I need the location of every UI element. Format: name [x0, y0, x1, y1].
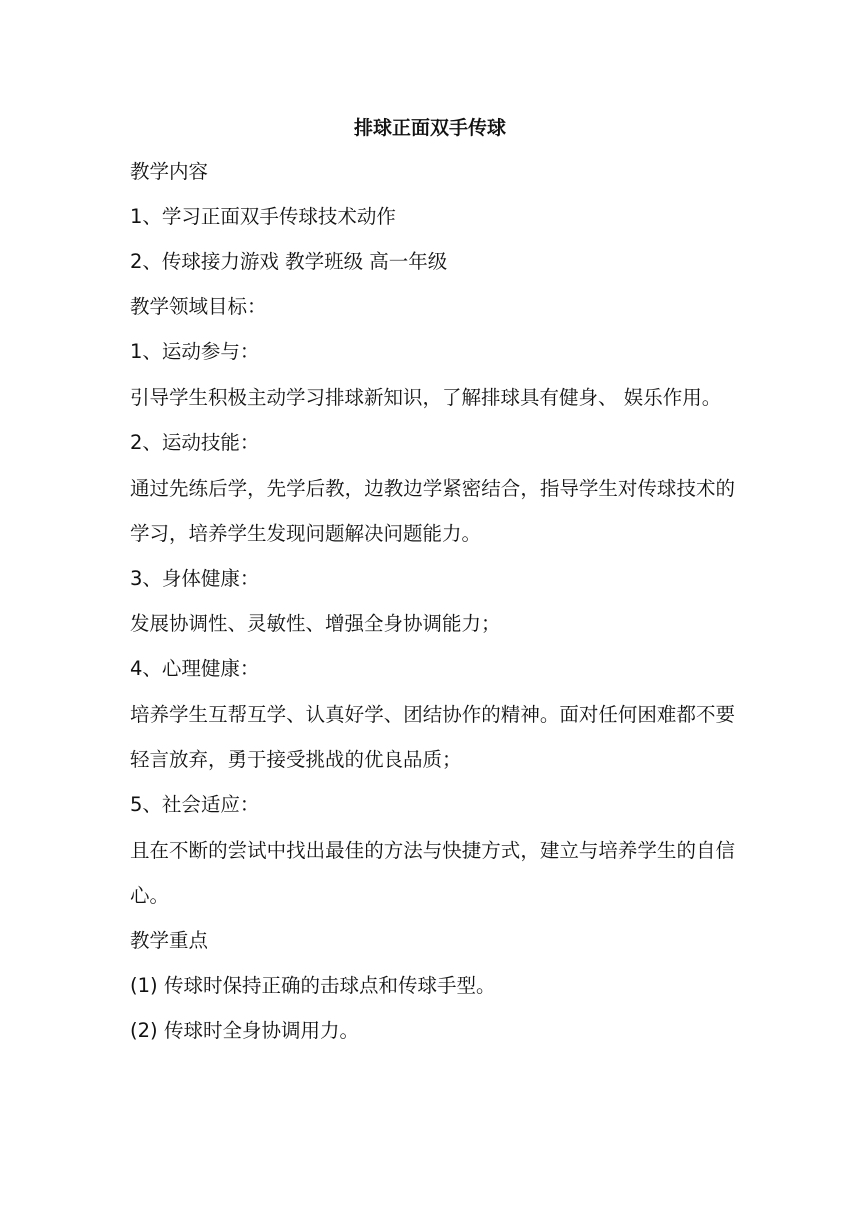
- goal-2-text: 通过先练后学，先学后教，边教边学紧密结合，指导学生对传球技术的学习，培养学生发现问题解决问题能力。: [130, 477, 735, 545]
- teaching-content-item-1: 1、学习正面双手传球技术动作: [130, 205, 396, 228]
- focus-item-1: [130, 971, 735, 1001]
- goal-1-text: 引导学生积极主动学习排球新知识，了解排球具有健身、 娱乐作用。: [130, 386, 722, 409]
- focus-item-1-text: 传球时保持正确的击球点和传球手型。: [164, 974, 496, 997]
- goal-5-text: 且在不断的尝试中找出最佳的方法与快捷方式，建立与培养学生的自信心。: [130, 839, 735, 907]
- goal-1-heading: 1、运动参与：: [130, 340, 260, 363]
- document-body: [130, 157, 735, 1061]
- teaching-goals-heading: 教学领域目标：: [130, 295, 267, 318]
- teaching-focus-heading: 教学重点: [130, 929, 209, 952]
- goal-5-heading: 5、社会适应：: [130, 793, 260, 816]
- focus-item-2: [130, 1016, 735, 1046]
- focus-item-2-number: (2): [130, 1019, 158, 1042]
- focus-item-2-text: 传球时全身协调用力。: [164, 1019, 360, 1042]
- goal-4-heading: 4、心理健康：: [130, 657, 260, 680]
- goal-2-heading: 2、运动技能：: [130, 431, 260, 454]
- teaching-content-item-2: 2、传球接力游戏 教学班级 高一年级: [130, 250, 448, 273]
- goal-4-text: 培养学生互帮互学、认真好学、团结协作的精神。面对任何困难都不要轻言放弃，勇于接受挑战的优良品质；: [130, 703, 735, 771]
- focus-item-1-number: (1): [130, 974, 158, 997]
- teaching-content-heading: 教学内容: [130, 160, 209, 183]
- goal-3-text: 发展协调性、灵敏性、增强全身协调能力；: [130, 612, 501, 635]
- document-title: 排球正面双手传球: [353, 117, 506, 139]
- goal-3-heading: 3、身体健康：: [130, 567, 260, 590]
